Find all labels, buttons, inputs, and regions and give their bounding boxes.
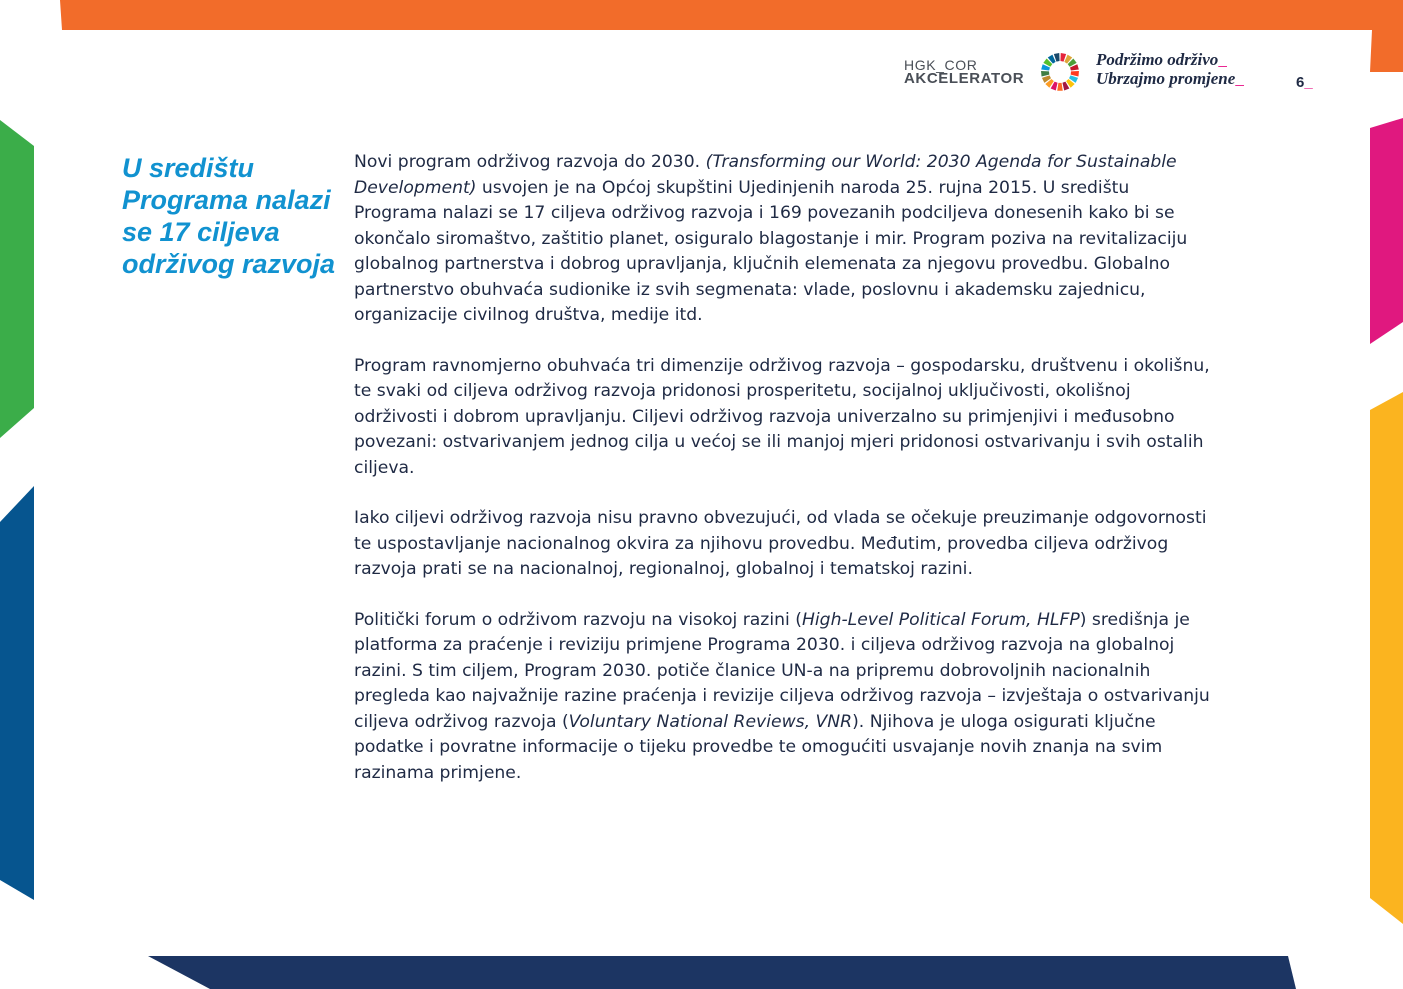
left-blue-shape bbox=[0, 486, 34, 900]
body-text bbox=[354, 150, 1214, 811]
sdg-wheel-segment bbox=[1041, 71, 1049, 76]
right-yellow-shape bbox=[1370, 392, 1403, 924]
sdg-wheel-segment bbox=[1057, 83, 1062, 91]
paragraph-2: Program ravnomjerno obuhvaća tri dimenzije održivog razvoja – gospodarsku, društvenu i okolišnu, te svaki od ciljeva održivog razvoja pridonosi prosperitetu, socijalnoj uključivosti, okolišnoj održivosti i dobrom upravljanju. Ciljevi održivog razvoja univerzalno su primjenjivi i međusobno povezani: ostvarivanjem jednog cilja u većoj se ili manjoj mjeri pridonosi ostvarivanju i svih ostalih ciljeva. bbox=[354, 355, 1210, 478]
brand-top: HGK_COR bbox=[904, 57, 978, 73]
left-green-shape bbox=[0, 120, 34, 438]
paragraph-1: Novi program održivog razvoja do 2030. (Transforming our World: 2030 Agenda for Sustainable Development) usvojen je na Općoj skupštini Ujedinjenih naroda 25. rujna 2015. U središtu Programa nalazi se 17 ciljeva održivog razvoja i 169 povezanih podciljeva donesenih kako bi se okončalo siromaštvo, zaštitio planet, osiguralo blagostanje i mir. Program poziva na revitalizaciju globalnog partnerstva i dobrog upravljanja, ključnih elemenata za njegovu provedbu. Globalno partnerstvo obuhvaća sudionike iz svih segmenata: vlade, poslovnu i akademsku zajednicu, organizacije civilnog društva, medije itd. bbox=[354, 152, 1188, 325]
sdg-wheel-segment bbox=[1071, 71, 1079, 76]
right-magenta-shape bbox=[1370, 118, 1403, 344]
sdg-wheel-icon bbox=[1040, 52, 1080, 92]
brand-bottom: AKCELERATOR bbox=[904, 70, 1025, 87]
page-number: 6_ bbox=[1296, 74, 1313, 91]
paragraph-4: Politički forum o održivom razvoju na visokoj razini (High-Level Political Forum, HLFP) središnja je platforma za praćenje i reviziju primjene Programa 2030. i ciljeva održivog razvoja na globalnoj razini. S tim ciljem, Program 2030. potiče članice UN-a na pripremu dobrovoljnih nacionalnih pregleda kao najvažnije razine praćenja i revizije ciljeva održivog razvoja – izvještaja o ostvarivanju ciljeva održivog razvoja (Voluntary National Reviews, VNR). Njihova je uloga osigurati ključne podatke i povratne informacije o tijeku provedbe te omogućiti usvajanje novih znanja na svim razinama primjene. bbox=[354, 609, 1210, 783]
hgk-logo bbox=[904, 58, 1034, 86]
slogan: Podržimo održivo_ Ubrzajmo promjene_ bbox=[1096, 50, 1244, 88]
slogan-line1: Podržimo održivo bbox=[1096, 50, 1219, 69]
bottom-navy-band bbox=[148, 956, 1296, 989]
slogan-line2: Ubrzajmo promjene bbox=[1096, 69, 1236, 88]
paragraph-3: Iako ciljevi održivog razvoja nisu pravno obvezujući, od vlada se očekuje preuzimanje odgovornosti te uspostavljanje nacionalnog okvira za njihovu provedbu. Međutim, provedba ciljeva održivog razvoja prati se na nacionalnoj, regionalnoj, globalnoj i tematskoj razini. bbox=[354, 508, 1207, 579]
pull-quote: U središtu Programa nalazi se 17 ciljeva održivog razvoja bbox=[122, 153, 336, 279]
